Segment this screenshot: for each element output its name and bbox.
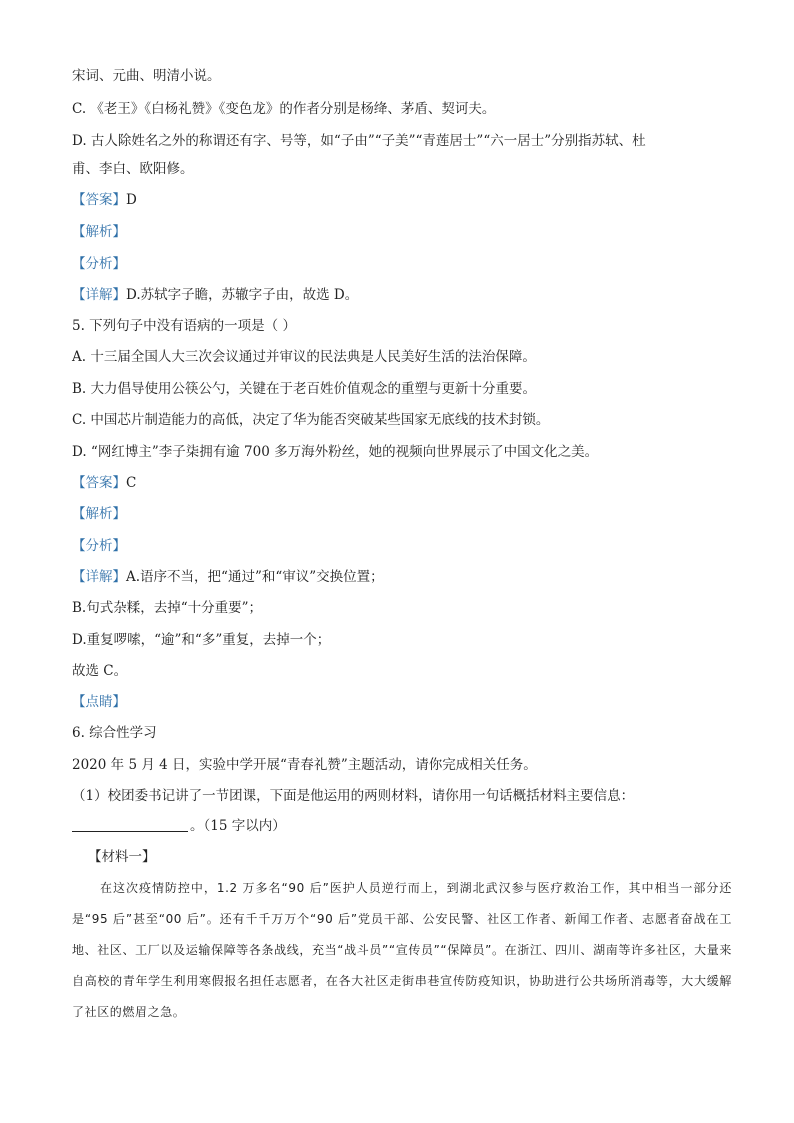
detail-line-q5 (72, 567, 384, 587)
dianjing-tag: 【点睛】 (72, 694, 126, 710)
detail-line-q4 (72, 285, 358, 305)
option-d: D. 古人除姓名之外的称谓还有字、号等，如“子由”“子美”“青莲居士”“六一居士”分别指苏轼、杜 (72, 133, 646, 149)
text-line: 甫、李白、欧阳修。 (72, 161, 194, 177)
answer-line-q5 (72, 473, 136, 493)
q5-option-a: A. 十三届全国人大三次会议通过并审议的民法典是人民美好生活的法治保障。 (72, 349, 536, 365)
q5-option-c: C. 中国芯片制造能力的高低，决定了华为能否突破某些国家无底线的技术封锁。 (72, 412, 550, 428)
answer-line-q4 (72, 190, 137, 210)
answer-blank[interactable] (72, 817, 188, 832)
fenxi-tag: 【分析】 (72, 538, 126, 554)
q6-sub1: （1）校团委书记讲了一节团课，下面是他运用的两则材料，请你用一句话概括材料主要信息： (72, 788, 635, 804)
answer-tag: 【答案】 (72, 192, 126, 208)
fenxi-tag: 【分析】 (72, 256, 126, 272)
answer-value: C (126, 475, 137, 491)
answer-value: D (126, 192, 137, 208)
text-line: 宋词、元曲、明清小说。 (72, 68, 221, 84)
detail-text: D.苏轼字子瞻，苏辙字子由，故选 D。 (126, 287, 359, 303)
q5-option-b: B. 大力倡导使用公筷公勺，关键在于老百姓价值观念的重塑与更新十分重要。 (72, 381, 537, 397)
text-line: D.重复啰嗦，“逾”和“多”重复，去掉一个； (72, 632, 331, 648)
analysis-tag: 【解析】 (72, 506, 126, 522)
option-c: C. 《老王》《白杨礼赞》《变色龙》的作者分别是杨绛、茅盾、契诃夫。 (72, 101, 496, 117)
q5-option-d: D. “网红博主”李子柒拥有逾 700 多万海外粉丝，她的视频向世界展示了中国文化之美。 (72, 444, 599, 460)
material-text: 在这次疫情防控中，1.2 万多名“90 后”医护人员逆行而上，到湖北武汉参与医疗救治工作，其中相当一部分还是“95 后”甚至“00 后”。还有千千万万个“90 后”党员干部、公安民警、社区工作者、新闻工作者、志愿者奋战在工地、社区、工厂以及运输保障等各条战线，充当“战斗员”“宣传员”“保障员”。在浙江、四川、湖南等许多社区，大量来自高校的青年学生利用寒假报名担任志愿者，在各大社区走街串巷宣传防疫知识，协助进行公共场所消毒等，大大缓解了社区的燃眉之急。 (72, 881, 732, 1019)
question-5: 5. 下列句子中没有语病的一项是（ ） (72, 318, 296, 334)
material-title: 【材料一】 (88, 849, 156, 865)
text-line: 故选 C。 (72, 663, 128, 679)
detail-tag: 【详解】 (72, 287, 126, 303)
detail-text: A.语序不当，把“通过”和“审议”交换位置； (126, 569, 384, 585)
question-6: 6. 综合性学习 (72, 725, 157, 741)
answer-tag: 【答案】 (72, 475, 126, 491)
q6-intro: 2020 年 5 月 4 日，实验中学开展“青春礼赞”主题活动，请你完成相关任务。 (72, 757, 537, 773)
analysis-tag: 【解析】 (72, 224, 126, 240)
detail-tag: 【详解】 (72, 569, 126, 585)
text-line: B.句式杂糅，去掉“十分重要”； (72, 600, 263, 616)
answer-blank-line: 。（15 字以内） (72, 816, 286, 836)
